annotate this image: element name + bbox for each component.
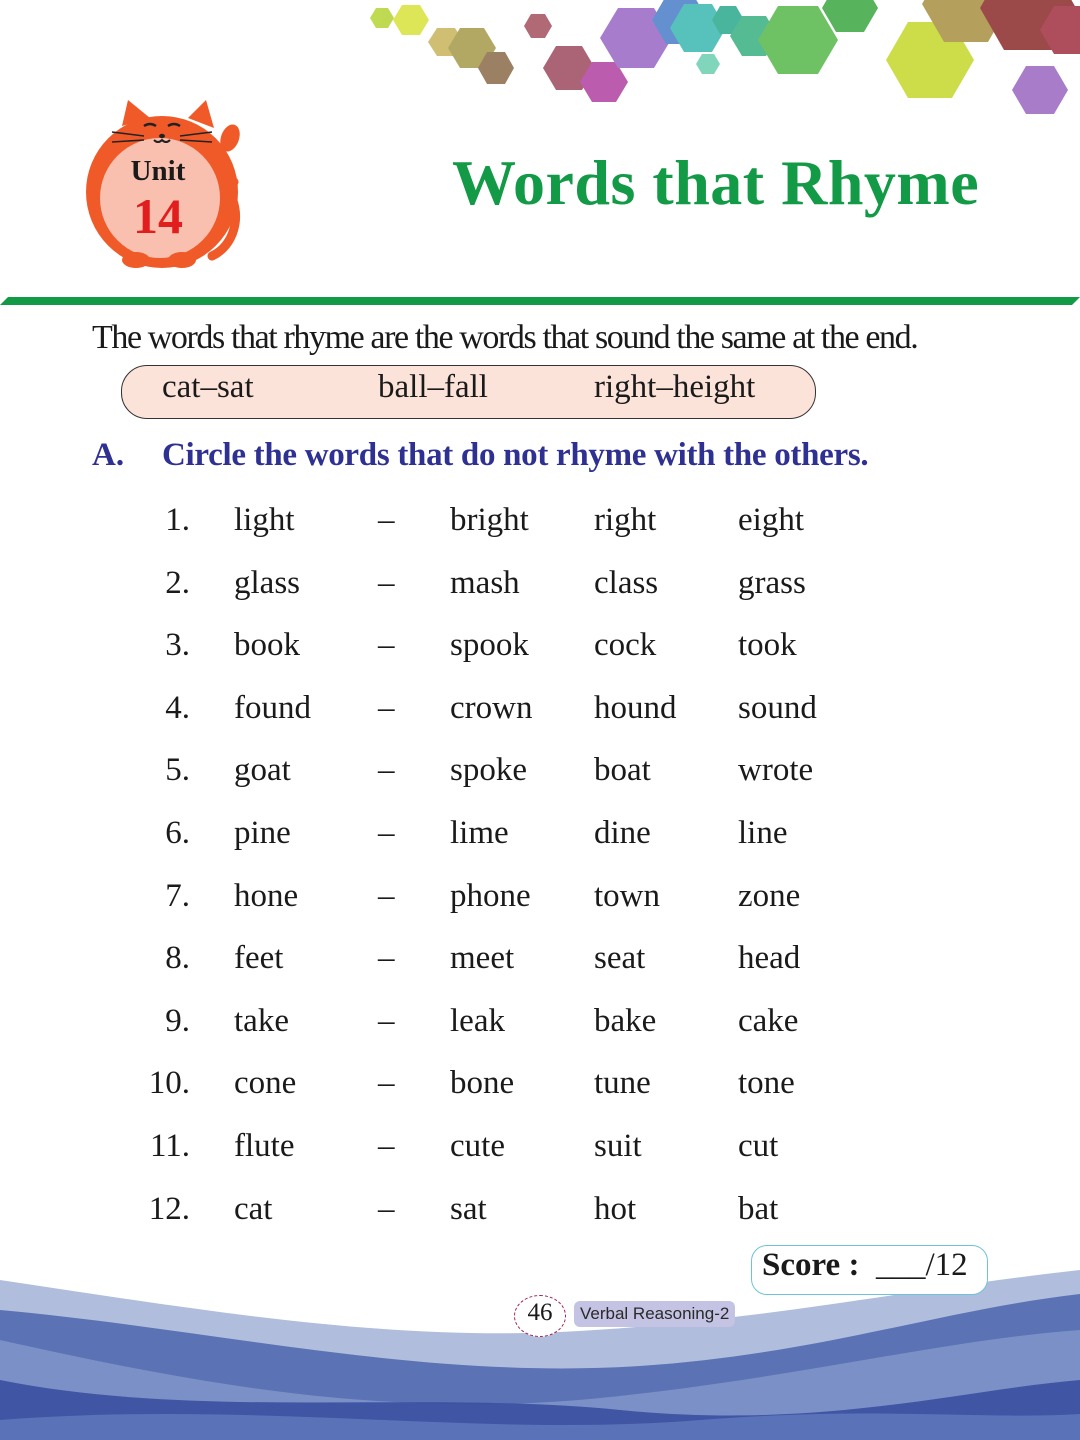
- dash-separator: –: [378, 564, 395, 601]
- example-2: ball–fall: [378, 369, 488, 405]
- option-word[interactable]: head: [738, 940, 801, 977]
- exercise-row: [0, 752, 1080, 802]
- dash-separator: –: [378, 940, 395, 977]
- exercise-number: 11.: [149, 1128, 190, 1164]
- exercise-number: 1.: [165, 502, 190, 538]
- exercise-row: [0, 1003, 1080, 1053]
- exercise-row: [0, 627, 1080, 677]
- base-word: feet: [234, 940, 284, 977]
- option-word[interactable]: suit: [594, 1128, 642, 1164]
- exercise-number: 12.: [148, 1190, 190, 1227]
- exercise-row: [0, 690, 1080, 740]
- exercise-row: [0, 878, 1080, 928]
- base-word: cat: [234, 1190, 273, 1227]
- option-word[interactable]: phone: [450, 877, 531, 914]
- exercise-number: 7.: [165, 877, 190, 914]
- book-title-tag: Verbal Reasoning-2: [574, 1301, 735, 1327]
- page-number: 46: [527, 1299, 553, 1326]
- option-word[interactable]: line: [738, 815, 788, 851]
- exercise-row: [0, 502, 1080, 552]
- base-word: pine: [234, 815, 291, 851]
- unit-label: Unit: [130, 155, 186, 187]
- section-letter: A.: [92, 437, 125, 473]
- option-word[interactable]: took: [738, 627, 797, 664]
- option-word[interactable]: sound: [738, 689, 817, 726]
- option-word[interactable]: mash: [450, 564, 520, 601]
- section-instruction: Circle the words that do not rhyme with the others.: [162, 437, 869, 473]
- page-title: Words that Rhyme: [452, 147, 980, 218]
- exercise-number: 5.: [165, 752, 190, 789]
- option-word[interactable]: leak: [450, 1002, 505, 1039]
- base-word: hone: [234, 877, 299, 914]
- option-word[interactable]: wrote: [738, 752, 814, 789]
- dash-separator: –: [378, 1002, 395, 1039]
- unit-number: 14: [133, 188, 183, 244]
- dash-separator: –: [378, 815, 395, 851]
- option-word[interactable]: cute: [450, 1128, 505, 1164]
- option-word[interactable]: right: [594, 502, 657, 538]
- option-word[interactable]: tone: [738, 1065, 795, 1102]
- dash-separator: –: [378, 1065, 395, 1102]
- intro-text: The words that rhyme are the words that sound the same at the end.: [92, 319, 918, 356]
- option-word[interactable]: meet: [450, 940, 515, 977]
- option-word[interactable]: class: [594, 564, 659, 601]
- option-word[interactable]: hot: [594, 1190, 637, 1227]
- exercise-number: 10.: [148, 1065, 190, 1102]
- base-word: cone: [234, 1065, 297, 1102]
- exercise-row: [0, 1191, 1080, 1241]
- option-word[interactable]: bake: [594, 1002, 657, 1039]
- option-word[interactable]: cut: [738, 1128, 779, 1164]
- option-word[interactable]: hound: [594, 689, 677, 726]
- option-word[interactable]: tune: [594, 1065, 651, 1102]
- title-divider: [0, 297, 1080, 305]
- option-word[interactable]: bone: [450, 1065, 515, 1102]
- option-word[interactable]: seat: [594, 940, 646, 977]
- base-word: book: [234, 627, 300, 664]
- exercise-number: 8.: [165, 940, 190, 977]
- option-word[interactable]: grass: [738, 564, 806, 601]
- exercise-number: 2.: [165, 564, 190, 601]
- dash-separator: –: [378, 1128, 395, 1164]
- exercise-row: [0, 815, 1080, 865]
- score-label: Score :: [762, 1247, 860, 1283]
- exercise-row: [0, 565, 1080, 615]
- option-word[interactable]: town: [594, 877, 660, 914]
- exercise-number: 3.: [165, 627, 190, 664]
- base-word: goat: [234, 752, 291, 789]
- exercise-number: 6.: [165, 815, 190, 851]
- exercise-row: [0, 1065, 1080, 1115]
- example-3: right–height: [594, 369, 756, 405]
- base-word: light: [234, 502, 295, 538]
- exercise-row: [0, 940, 1080, 990]
- option-word[interactable]: bat: [738, 1190, 779, 1227]
- option-word[interactable]: dine: [594, 815, 651, 851]
- option-word[interactable]: crown: [450, 689, 533, 726]
- base-word: flute: [234, 1128, 295, 1164]
- dash-separator: –: [378, 1190, 395, 1227]
- exercise-number: 9.: [165, 1002, 190, 1039]
- option-word[interactable]: zone: [738, 877, 801, 914]
- dash-separator: –: [378, 877, 395, 914]
- option-word[interactable]: bright: [450, 502, 529, 538]
- option-word[interactable]: sat: [450, 1190, 487, 1227]
- base-word: glass: [234, 564, 300, 601]
- option-word[interactable]: eight: [738, 502, 804, 538]
- dash-separator: –: [378, 752, 395, 789]
- base-word: take: [234, 1002, 289, 1039]
- exercise-number: 4.: [165, 689, 190, 726]
- dash-separator: –: [378, 502, 395, 538]
- base-word: found: [234, 689, 311, 726]
- example-1: cat–sat: [162, 369, 254, 405]
- option-word[interactable]: boat: [594, 752, 651, 789]
- exercise-row: [0, 1128, 1080, 1178]
- option-word[interactable]: lime: [450, 815, 509, 851]
- option-word[interactable]: spook: [450, 627, 529, 664]
- dash-separator: –: [378, 627, 395, 664]
- option-word[interactable]: spoke: [450, 752, 527, 789]
- dash-separator: –: [378, 689, 395, 726]
- option-word[interactable]: cock: [594, 627, 657, 664]
- option-word[interactable]: cake: [738, 1002, 799, 1039]
- score-value: ___/12: [876, 1247, 968, 1283]
